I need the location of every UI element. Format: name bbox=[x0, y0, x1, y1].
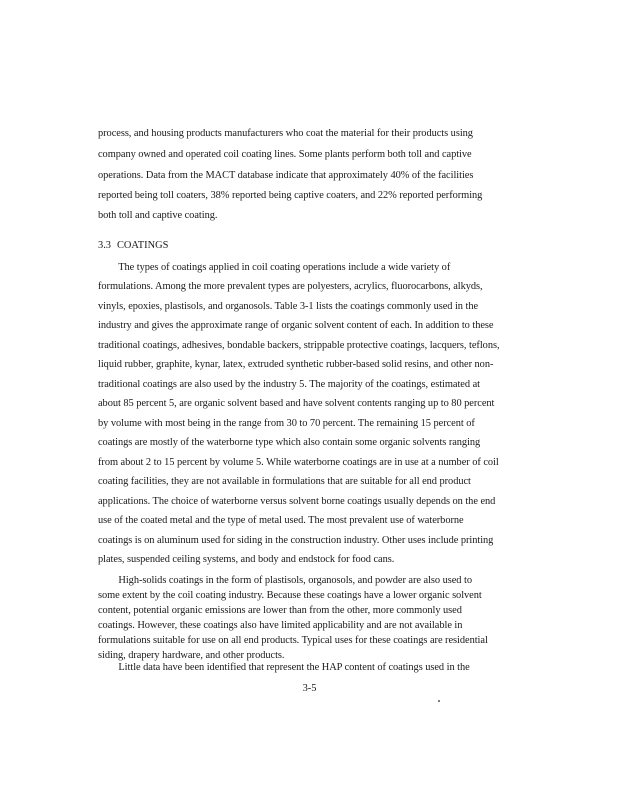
paragraph-2-line: traditional coatings, adhesives, bondable backers, strippable protective coatings, lacquers, teflons, bbox=[98, 340, 500, 351]
paragraph-2-line: plates, suspended ceiling systems, and body and endstock for food cans. bbox=[98, 554, 395, 565]
paragraph-2-line: by volume with most being in the range from 30 to 70 percent. The remaining 15 percent of bbox=[98, 418, 475, 429]
section-heading bbox=[98, 240, 168, 252]
paragraph-2-line: applications. The choice of waterborne versus solvent borne coatings usually depends on the end bbox=[98, 496, 496, 507]
scan-speck bbox=[438, 700, 440, 702]
paragraph-2-line: traditional coatings are also used by the industry 5. The majority of the coatings, estimated at bbox=[98, 379, 480, 390]
paragraph-3-line: siding, drapery hardware, and other products. bbox=[98, 650, 285, 661]
paragraph-2-line: formulations. Among the more prevalent types are polyesters, acrylics, fluorocarbons, alkyds, bbox=[98, 281, 483, 292]
paragraph-3-line: coatings. However, these coatings also have limited applicability and are not available in bbox=[98, 620, 463, 631]
paragraph-2-line: from about 2 to 15 percent by volume 5. While waterborne coatings are in use at a number of coil bbox=[98, 457, 499, 468]
paragraph-3-line: some extent by the coil coating industry. Because these coatings have a lower organic solvent bbox=[98, 590, 482, 601]
paragraph-2-line: industry and gives the approximate range of organic solvent content of each. In addition to these bbox=[98, 320, 494, 331]
paragraph-2-line: coatings are mostly of the waterborne type which also contain some organic solvents ranging bbox=[98, 437, 481, 448]
paragraph-2-line: about 85 percent 5, are organic solvent based and have solvent contents ranging up to 80 percent bbox=[98, 398, 495, 409]
paragraph-3-line: formulations suitable for use on all end products. Typical uses for these coatings are residential bbox=[98, 635, 488, 646]
paragraph-2-line: liquid rubber, graphite, kynar, latex, extruded synthetic rubber-based solid resins, and other non- bbox=[98, 359, 494, 370]
paragraph-1-line: company owned and operated coil coating lines. Some plants perform both toll and captive bbox=[98, 149, 472, 160]
paragraph-2-line: vinyls, epoxies, plastisols, and organosols. Table 3-1 lists the coatings commonly used in the bbox=[98, 301, 479, 312]
paragraph-3-line: content, potential organic emissions are lower than from the other, more commonly used bbox=[98, 605, 462, 616]
page-number: 3-5 bbox=[302, 683, 317, 694]
paragraph-1-line: reported being toll coaters, 38% reported being captive coaters, and 22% reported performing bbox=[98, 190, 483, 201]
section-title: COATINGS bbox=[117, 240, 169, 251]
paragraph-1-line: operations. Data from the MACT database indicate that approximately 40% of the facilities bbox=[98, 170, 474, 181]
paragraph-2-line: The types of coatings applied in coil coating operations include a wide variety of bbox=[98, 262, 451, 273]
paragraph-2-line: use of the coated metal and the type of metal used. The most prevalent use of waterborne bbox=[98, 515, 464, 526]
paragraph-2-line: coatings is on aluminum used for siding in the construction industry. Other uses include printing bbox=[98, 535, 494, 546]
section-number: 3.3 bbox=[98, 240, 111, 251]
paragraph-1-line: both toll and captive coating. bbox=[98, 210, 218, 221]
paragraph-3-line: High-solids coatings in the form of plastisols, organosols, and powder are also used to bbox=[98, 575, 472, 586]
paragraph-4-line: Little data have been identified that represent the HAP content of coatings used in the bbox=[98, 662, 470, 673]
paragraph-1-line: process, and housing products manufacturers who coat the material for their products using bbox=[98, 128, 473, 139]
paragraph-2-line: coating facilities, they are not available in formulations that are suitable for all end product bbox=[98, 476, 471, 487]
